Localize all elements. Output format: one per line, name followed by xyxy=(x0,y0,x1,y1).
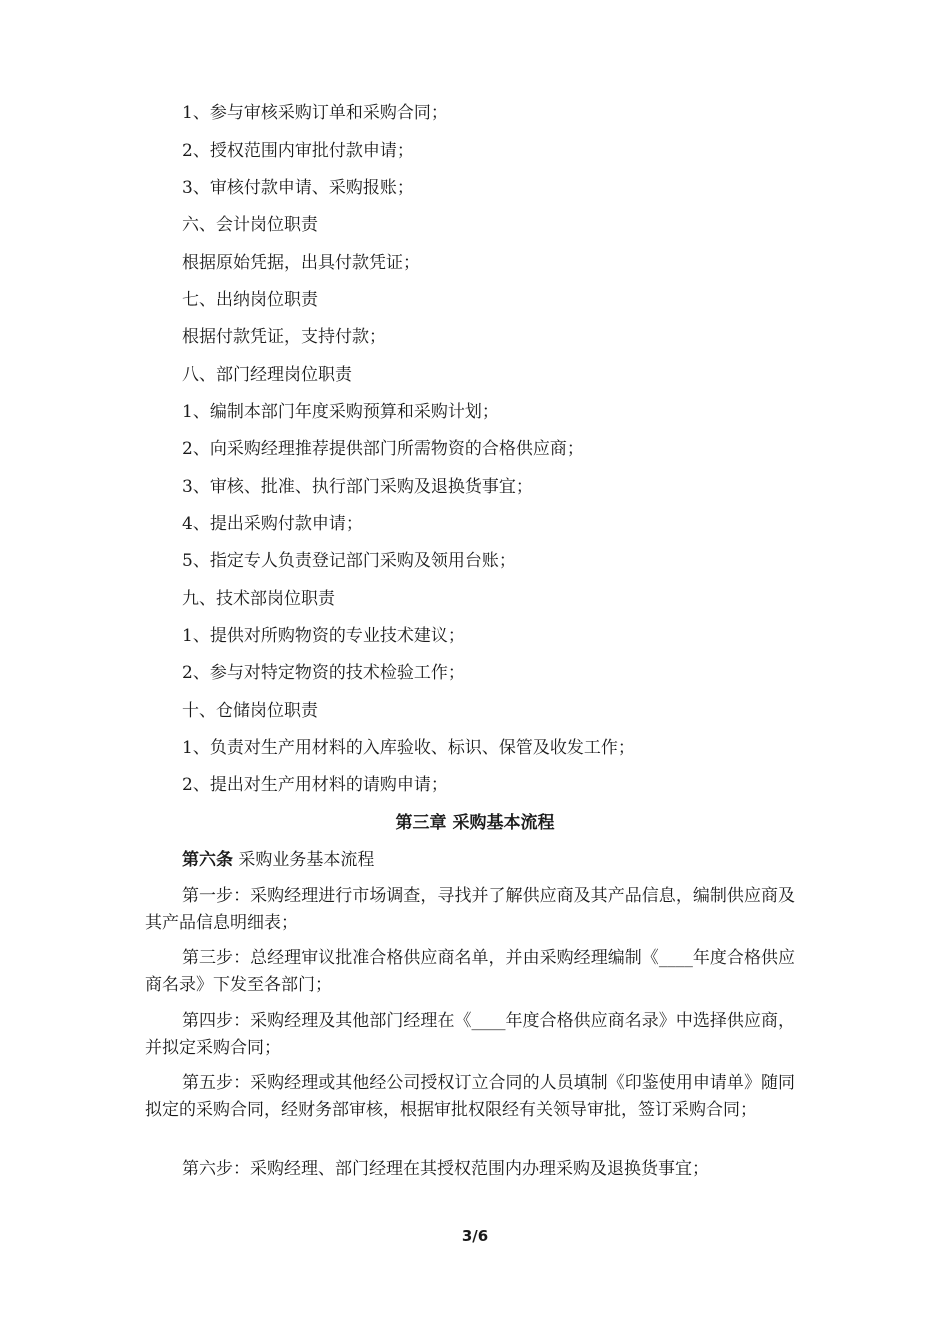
text-line: 根据原始凭据，出具付款凭证； xyxy=(182,253,420,273)
step-paragraph: 第六步：采购经理、部门经理在其授权范围内办理采购及退换货事宜； xyxy=(182,1159,709,1179)
step-paragraph: 第四步：采购经理及其他部门经理在《____年度合格供应商名录》中选择供应商，并拟定采购合同； xyxy=(145,1011,795,1058)
section-heading: 十、仓储岗位职责 xyxy=(182,701,318,721)
text-line: 1、编制本部门年度采购预算和采购计划； xyxy=(182,402,499,422)
text-line: 2、向采购经理推荐提供部门所需物资的合格供应商； xyxy=(182,439,584,459)
text-line: 3、审核、批准、执行部门采购及退换货事宜； xyxy=(182,477,533,497)
page-number: 3/6 xyxy=(461,1227,489,1245)
text-line: 2、提出对生产用材料的请购申请； xyxy=(182,775,448,795)
text-line: 4、提出采购付款申请； xyxy=(182,514,363,534)
article-title: 采购业务基本流程 xyxy=(238,850,375,870)
step-paragraph: 第五步：采购经理或其他经公司授权订立合同的人员填制《印鉴使用申请单》随同拟定的采购合同，经财务部审核，根据审批权限经有关领导审批，签订采购合同； xyxy=(145,1073,795,1120)
text-line: 3、审核付款申请、采购报账； xyxy=(182,178,414,198)
text-line: 1、负责对生产用材料的入库验收、标识、保管及收发工作； xyxy=(182,738,635,758)
section-heading: 九、技术部岗位职责 xyxy=(182,589,335,609)
text-line: 1、参与审核采购订单和采购合同； xyxy=(182,103,448,123)
text-line: 2、授权范围内审批付款申请； xyxy=(182,141,414,161)
step-paragraph: 第一步：采购经理进行市场调查，寻找并了解供应商及其产品信息，编制供应商及其产品信息明细表； xyxy=(145,886,795,933)
text-line: 1、提供对所购物资的专业技术建议； xyxy=(182,626,465,646)
article-heading xyxy=(182,849,374,871)
text-line: 5、指定专人负责登记部门采购及领用台账； xyxy=(182,551,516,571)
chapter-title: 第三章 采购基本流程 xyxy=(395,813,555,833)
text-line: 2、参与对特定物资的技术检验工作； xyxy=(182,663,465,683)
step-paragraph: 第三步：总经理审议批准合格供应商名单，并由采购经理编制《____年度合格供应商名录》下发至各部门； xyxy=(145,948,795,995)
section-heading: 八、部门经理岗位职责 xyxy=(182,365,352,385)
section-heading: 六、会计岗位职责 xyxy=(182,215,318,235)
article-label: 第六条 xyxy=(182,850,233,870)
text-line: 根据付款凭证，支持付款； xyxy=(182,327,386,347)
section-heading: 七、出纳岗位职责 xyxy=(182,290,318,310)
